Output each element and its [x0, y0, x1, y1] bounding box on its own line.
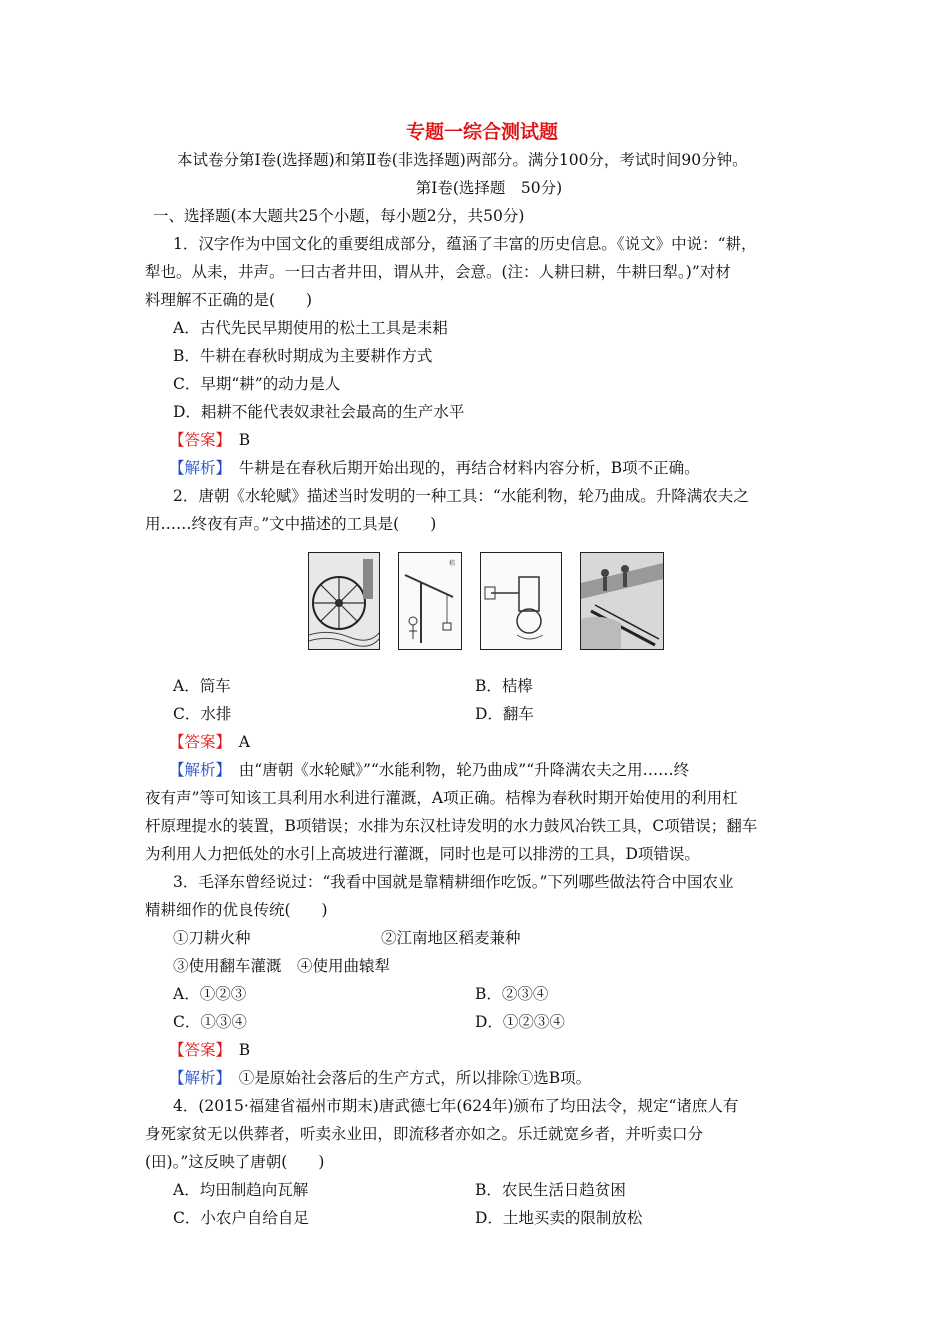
option-c: C．早期“耕”的动力是人	[173, 375, 341, 393]
analysis-text: 夜有声”等可知该工具利用水利进行灌溉，A项正确。桔槔为春秋时期开始使用的利用杠	[145, 789, 738, 807]
analysis-label: 【解析】	[169, 761, 224, 779]
option-b: B．②③④	[475, 985, 549, 1003]
water-bellows-image	[480, 552, 562, 650]
options-row-2	[145, 1204, 813, 1232]
question-text: 4．(2015·福建省福州市期末)唐武德七年(624年)颁布了均田法令，规定“诸庶人有	[173, 1097, 739, 1115]
items-row-1	[145, 924, 813, 952]
option-a: A．①②③	[173, 985, 247, 1003]
square-pallet-chain-pump-image	[580, 552, 664, 650]
figure-row	[145, 552, 813, 668]
answer-line	[145, 426, 813, 454]
answer-value: A	[238, 733, 250, 751]
waterwheel-image	[308, 552, 380, 650]
option-a: A．筒车	[173, 677, 231, 695]
answer-label: 【答案】	[169, 431, 224, 449]
question-text: 料理解不正确的是( )	[145, 291, 313, 309]
part-heading: 第Ⅰ卷(选择题 50分)	[415, 179, 563, 197]
question-text: 1．汉字作为中国文化的重要组成部分，蕴涵了丰富的历史信息。《说文》中说：“耕，	[173, 235, 757, 253]
answer-value: B	[238, 1041, 251, 1059]
question-text: 用……终夜有声。”文中描述的工具是( )	[145, 515, 437, 533]
analysis-line	[145, 454, 813, 482]
analysis-line	[145, 756, 813, 784]
items-row-2: ③使用翻车灌溉 ④使用曲辕犁	[173, 957, 391, 975]
option-d: D．耜耕不能代表奴隶社会最高的生产水平	[173, 403, 465, 421]
options-row-1	[145, 1176, 813, 1204]
question-4	[145, 1092, 813, 1232]
question-text: 身死家贫无以供葬者，听卖永业田，即流移者亦如之。乐迁就宽乡者，并听卖口分	[145, 1125, 704, 1143]
item-1: ①刀耕火种	[173, 929, 251, 947]
question-text: 犁也。从耒，井声。一曰古者井田，谓从井，会意。(注：人耕曰耕，牛耕曰犁。)”对材	[145, 263, 731, 281]
options-row-2	[145, 1008, 813, 1036]
option-c: C．水排	[173, 705, 232, 723]
answer-value: B	[238, 431, 251, 449]
exam-page	[145, 118, 813, 1232]
well-sweep-image	[398, 552, 462, 650]
option-a: A．古代先民早期使用的松土工具是耒耜	[173, 319, 448, 337]
question-3	[145, 868, 813, 1092]
option-d: D．①②③④	[475, 1013, 565, 1031]
analysis-line	[145, 1064, 813, 1092]
analysis-text: ①是原始社会落后的生产方式，所以排除①选B项。	[238, 1069, 592, 1087]
page-title: 专题一综合测试题	[405, 121, 558, 143]
question-text: 2．唐朝《水轮赋》描述当时发明的一种工具：“水能利物，轮乃曲成。升降满农夫之	[173, 487, 749, 505]
option-d: D．土地买卖的限制放松	[475, 1209, 643, 1227]
option-c: C．①③④	[173, 1013, 247, 1031]
option-a: A．均田制趋向瓦解	[173, 1181, 309, 1199]
option-b: B．农民生活日趋贫困	[475, 1181, 626, 1199]
options-row-1	[145, 672, 813, 700]
answer-label: 【答案】	[169, 1041, 224, 1059]
options-row-1	[145, 980, 813, 1008]
analysis-text: 杆原理提水的装置，B项错误；水排为东汉杜诗发明的水力鼓风冶铁工具，C项错误；翻车	[145, 817, 758, 835]
answer-line	[145, 1036, 813, 1064]
question-2	[145, 482, 813, 868]
analysis-label: 【解析】	[169, 459, 224, 477]
option-c: C．小农户自给自足	[173, 1209, 309, 1227]
option-b: B．牛耕在春秋时期成为主要耕作方式	[173, 347, 433, 365]
item-2: ②江南地区稻麦兼种	[381, 929, 521, 947]
answer-label: 【答案】	[169, 733, 224, 751]
option-d: D．翻车	[475, 705, 534, 723]
svg-text:桔: 桔	[449, 560, 456, 567]
analysis-text: 牛耕是在春秋后期开始出现的，再结合材料内容分析，B项不正确。	[238, 459, 700, 477]
options-row-2	[145, 700, 813, 728]
question-text: (田)。”这反映了唐朝( )	[145, 1153, 325, 1171]
answer-line	[145, 728, 813, 756]
analysis-text: 由“唐朝《水轮赋》”“水能利物，轮乃曲成”“升降满农夫之用……终	[238, 761, 690, 779]
option-b: B．桔槔	[475, 677, 533, 695]
question-1	[145, 230, 813, 482]
question-text: 精耕细作的优良传统( )	[145, 901, 328, 919]
analysis-label: 【解析】	[169, 1069, 224, 1087]
question-text: 3．毛泽东曾经说过：“我看中国就是靠精耕细作吃饭。”下列哪些做法符合中国农业	[173, 873, 734, 891]
analysis-text: 为利用人力把低处的水引上高坡进行灌溉，同时也是可以排涝的工具，D项错误。	[145, 845, 700, 863]
section-heading: 一、选择题(本大题共25个小题，每小题2分，共50分)	[153, 207, 525, 225]
exam-intro: 本试卷分第Ⅰ卷(选择题)和第Ⅱ卷(非选择题)两部分。满分100分，考试时间90分钟。	[177, 151, 748, 169]
